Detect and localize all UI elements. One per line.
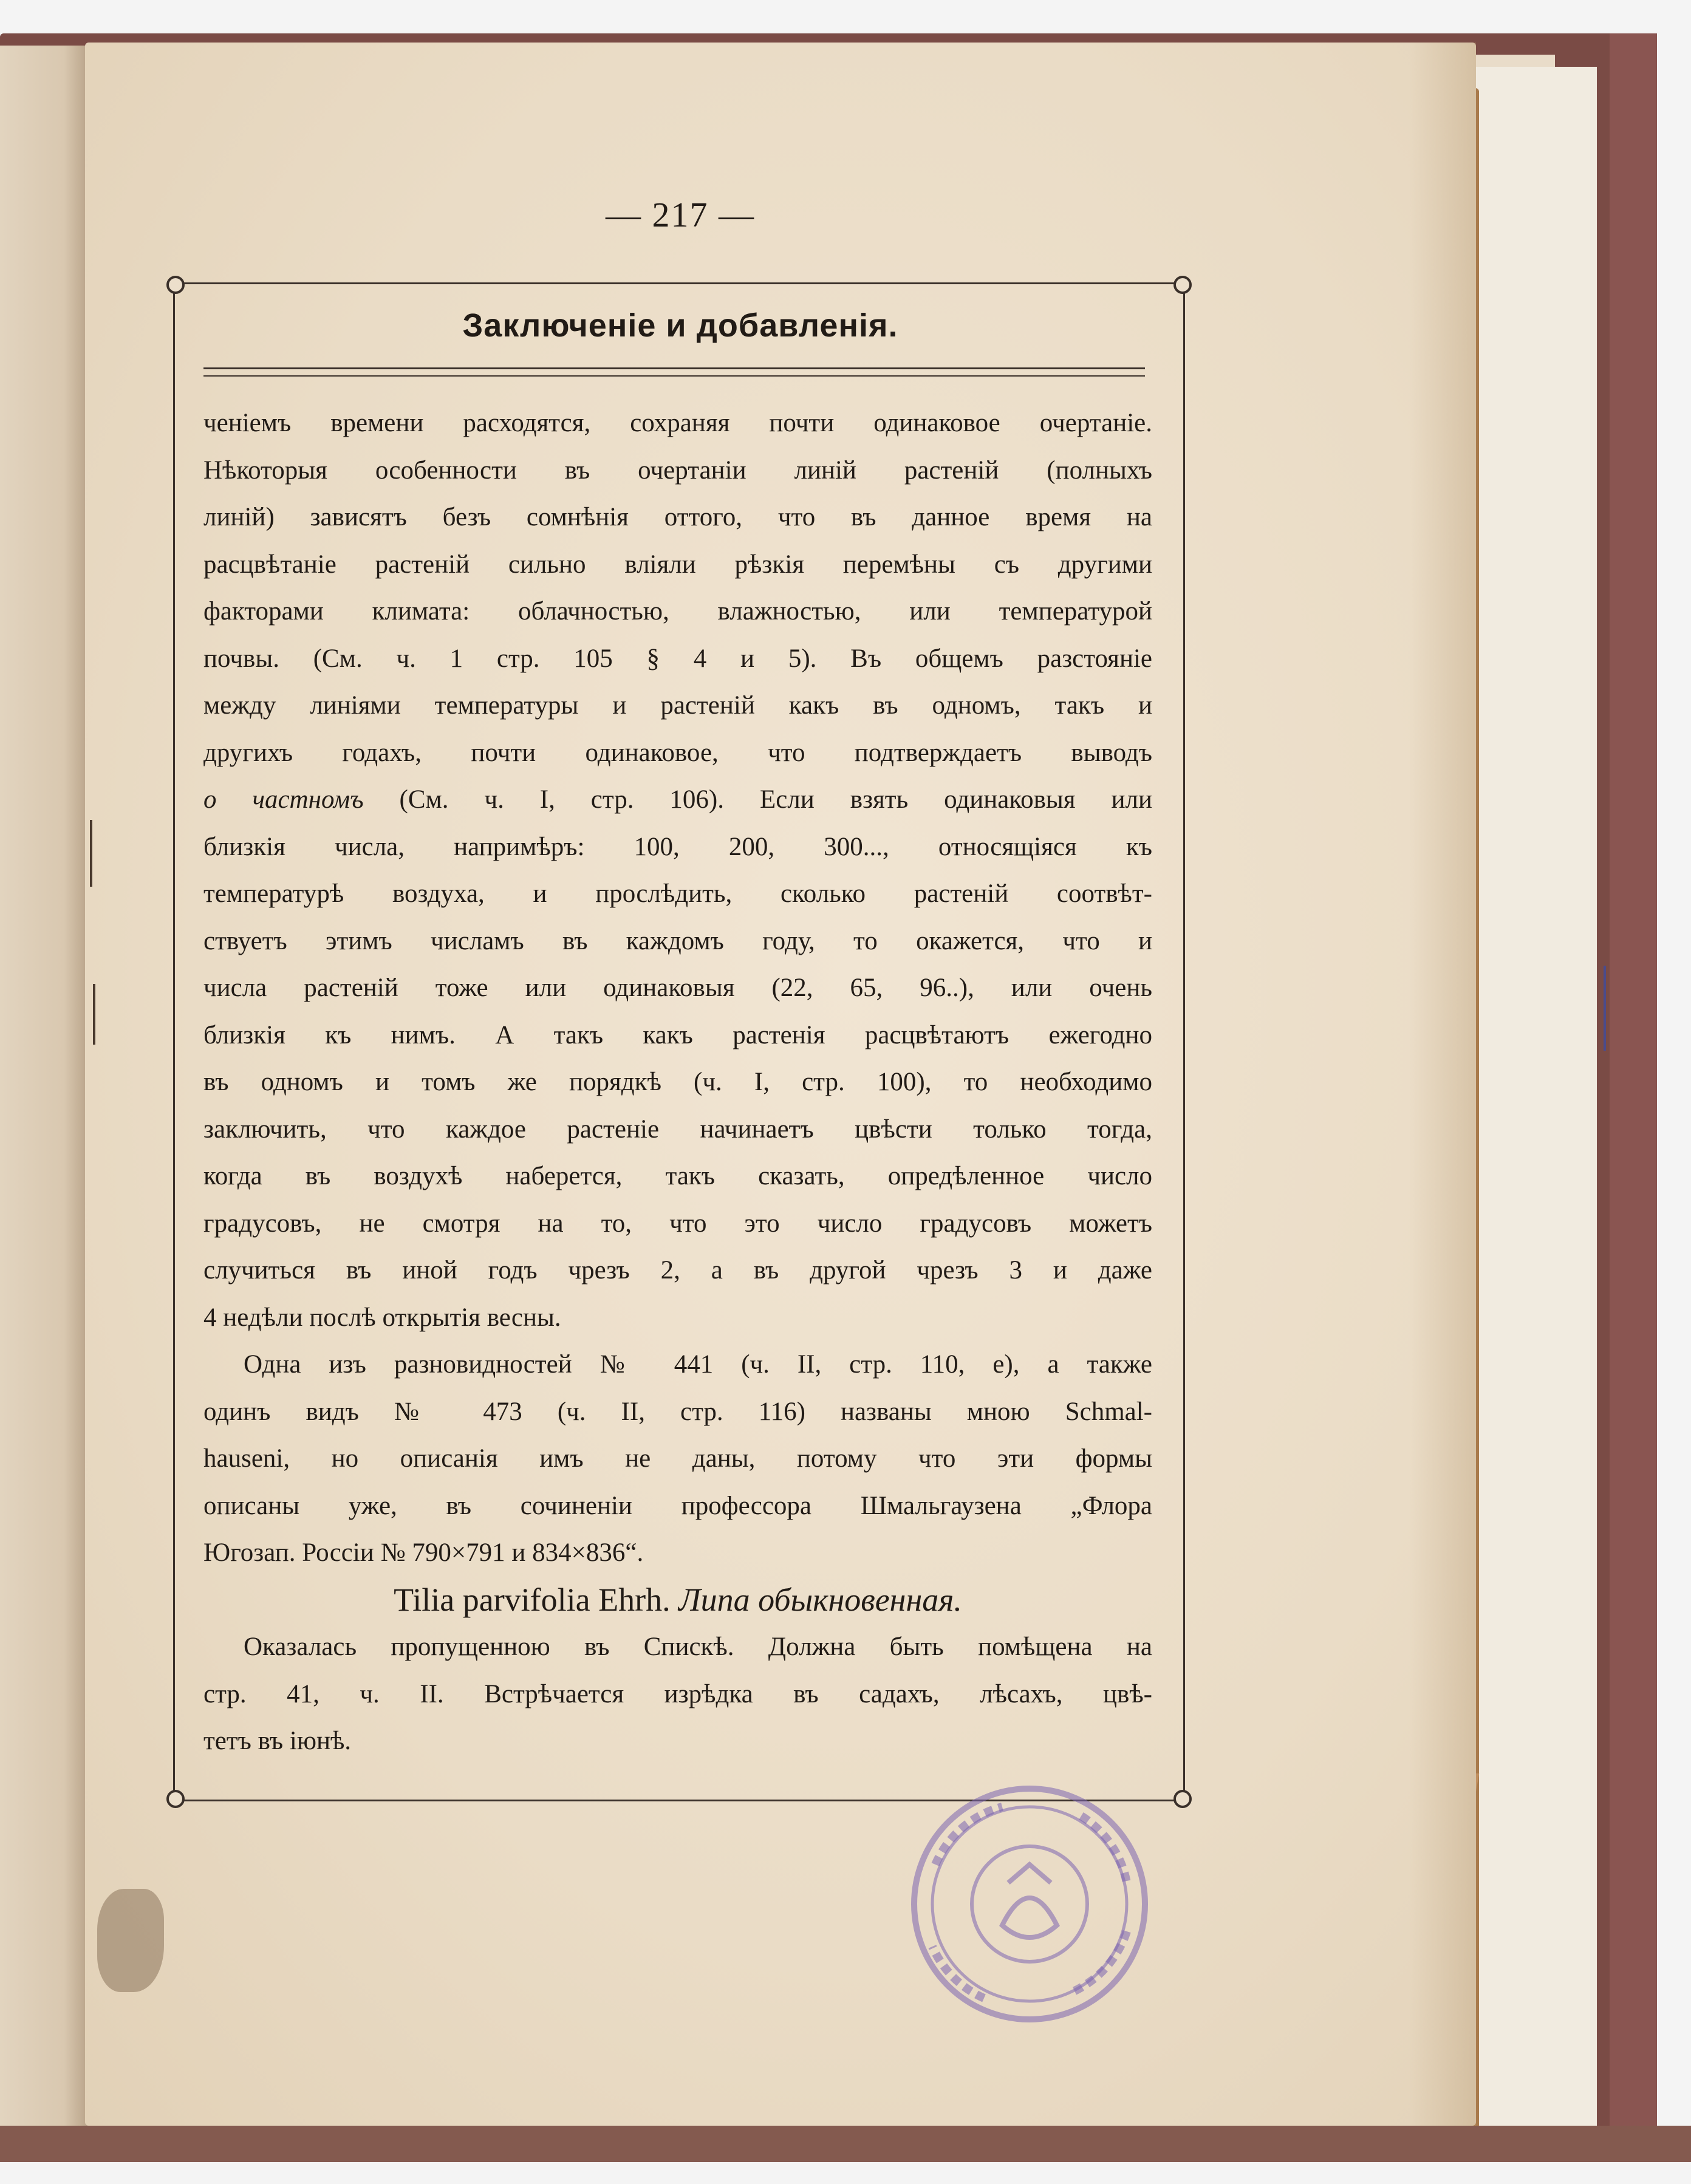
section-heading: Заключеніе и добавленія. [462, 307, 898, 344]
text-line: стр. 41, ч. II. Встрѣчается изрѣдка въ садахъ, лѣсахъ, цвѣ- [203, 1679, 1152, 1708]
text-line: одинъ видъ № 473 (ч. II, стр. 116) названы мною Schmal- [203, 1397, 1152, 1426]
text-line: 4 недѣли послѣ открытія весны. [203, 1303, 561, 1332]
heading-rule [203, 367, 1145, 377]
text-line: между линіями температуры и растеній какъ въ одномъ, такъ и [203, 691, 1152, 720]
text-line: въ одномъ и томъ же порядкѣ (ч. I, стр. 100), то необходимо [203, 1068, 1152, 1096]
page-number: — 217 — [606, 195, 755, 234]
text-line: Одна изъ разновидностей № 441 (ч. II, стр. 110, e), а также [244, 1350, 1152, 1379]
text-line: когда въ воздухѣ наберется, такъ сказать, опредѣленное число [203, 1162, 1152, 1190]
book-cover-edge [1610, 33, 1657, 2153]
book-binding-bottom [0, 2126, 1691, 2162]
frame-corner-ornament [166, 1790, 185, 1808]
page-edge-shadow [1409, 43, 1476, 2126]
frame-corner-ornament [166, 276, 185, 294]
text-line: температурѣ воздуха, и прослѣдить, сколько растеній соотвѣт- [203, 879, 1152, 908]
spine-mark [90, 820, 92, 887]
text-line: Югозап. Россіи № 790×791 и 834×836“. [203, 1538, 644, 1567]
text-line: hauseni, но описанія имъ не даны, потому что эти формы [203, 1444, 1152, 1473]
text-line-rest: (См. ч. I, стр. 106). Если взять одинаковыя или [363, 785, 1153, 814]
body-text [203, 400, 1152, 1765]
text-line: почвы. (См. ч. 1 стр. 105 § 4 и 5). Въ общемъ разстояніе [203, 644, 1152, 673]
frame-corner-ornament [1173, 276, 1192, 294]
text-line: линій) зависятъ безъ сомнѣнія оттого, что въ данное время на [203, 503, 1152, 531]
text-line: описаны уже, въ сочиненіи профессора Шмальгаузена „Флора [203, 1491, 1152, 1520]
text-line: близкія числа, напримѣръ: 100, 200, 300..., относящіяся къ [203, 832, 1152, 861]
text-line: числа растеній тоже или одинаковыя (22, 65, 96..), или очень [203, 974, 1152, 1002]
species-latin-name: Tilia parvifolia Ehrh. [394, 1581, 679, 1618]
page-stain [97, 1889, 164, 1992]
text-line: ствуетъ этимъ числамъ въ каждомъ году, то окажется, что и [203, 926, 1152, 955]
library-stamp-icon [899, 1773, 1160, 2035]
italic-phrase: о частномъ [203, 785, 364, 814]
text-line: случиться въ иной годъ чрезъ 2, а въ другой чрезъ 3 и даже [203, 1256, 1152, 1285]
margin-line [1604, 966, 1606, 1051]
text-line: близкія къ нимъ. А такъ какъ растенія расцвѣтаютъ ежегодно [203, 1020, 1152, 1049]
text-line: заключить, что каждое растеніе начинаетъ цвѣсти только тогда, [203, 1114, 1152, 1144]
frame-corner-ornament [1173, 1790, 1192, 1808]
text-line: ченіемъ времени расходятся, сохраняя почти одинаковое очертаніе. [203, 409, 1152, 437]
text-line: градусовъ, не смотря на то, что это число градусовъ можетъ [203, 1209, 1152, 1238]
text-line: Оказалась пропущенною въ Спискѣ. Должна быть помѣщена на [244, 1633, 1152, 1661]
text-line [203, 776, 1152, 824]
species-russian-name: Липа обыкновенная. [678, 1581, 962, 1618]
text-line: факторами климата: облачностью, влажностью, или температурой [203, 597, 1152, 626]
facing-page-edge [0, 46, 91, 2135]
text-line: расцвѣтаніе растеній сильно вліяли рѣзкія перемѣны съ другими [203, 550, 1152, 579]
text-line: другихъ годахъ, почти одинаковое, что подтверждаетъ выводъ [203, 738, 1152, 767]
text-line: тетъ въ іюнѣ. [203, 1727, 352, 1755]
text-line: Нѣкоторыя особенности въ очертаніи линій растеній (полныхъ [203, 456, 1152, 485]
spine-mark [93, 984, 95, 1045]
species-heading [203, 1577, 1152, 1624]
